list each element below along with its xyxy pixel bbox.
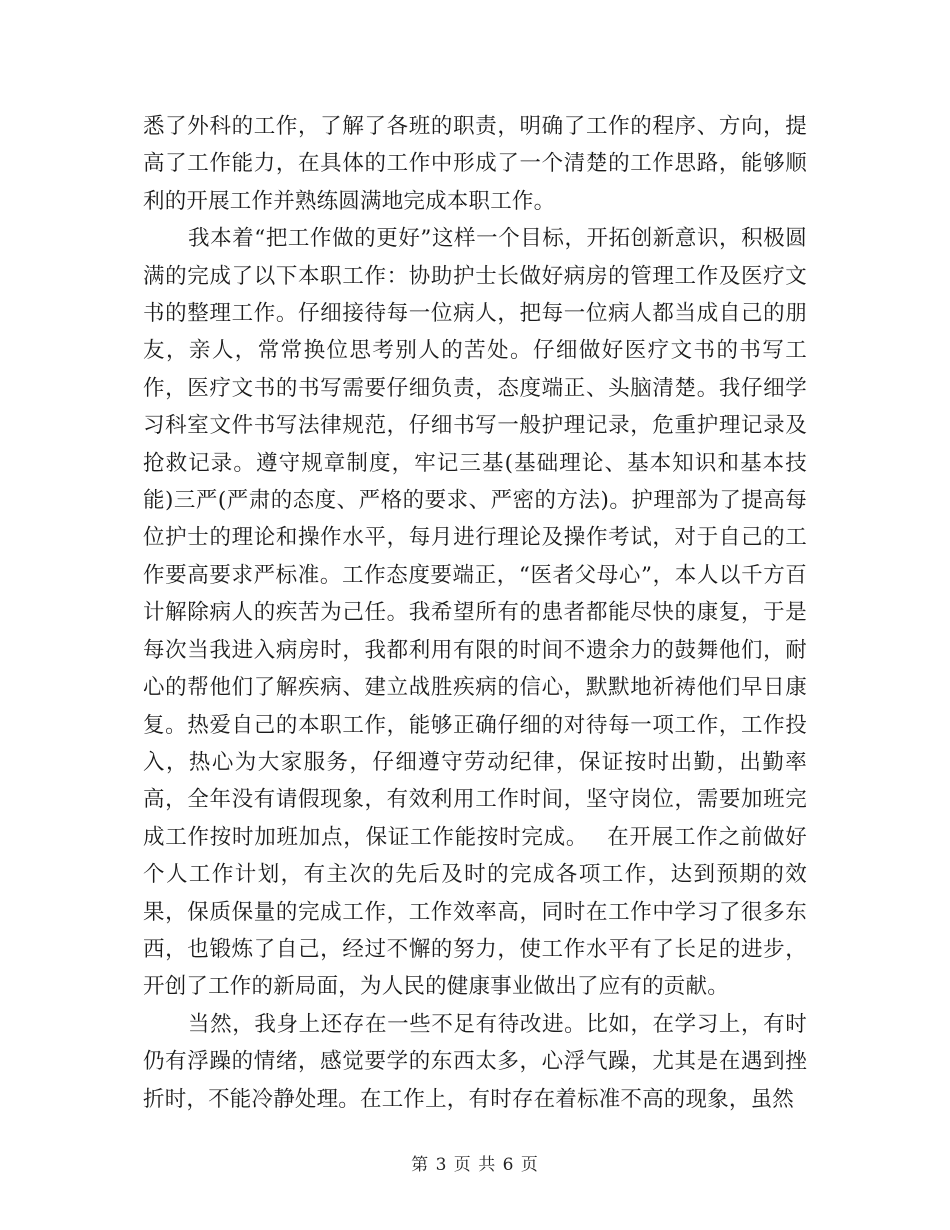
page-number-footer: 第 3 页 共 6 页 (411, 1155, 539, 1175)
document-body (143, 108, 807, 1118)
paragraph-3: 当然，我身上还存在一些不足有待改进。比如，在学习上，有时仍有浮躁的情绪，感觉要学的东西太多，心浮气躁，尤其是在遇到挫折时，不能冷静处理。在工作上，有时存在着标准不高的现象，虽然 (143, 1011, 807, 1112)
paragraph-2: 我本着“把工作做的更好”这样一个目标，开拓创新意识，积极圆满的完成了以下本职工作：协助护士长做好病房的管理工作及医疗文书的整理工作。仔细接待每一位病人，把每一位病人都当成自己的朋友，亲人，常常换位思考别人的苦处。仔细做好医疗文书的书写工作，医疗文书的书写需要仔细负责，态度端正、头脑清楚。我仔细学习科室文件书写法律规范，仔细书写一般护理记录，危重护理记录及抢救记录。遵守规章制度，牢记三基(基础理论、基本知识和基本技能)三严(严肃的态度、严格的要求、严密的方法)。护理部为了提高每位护士的理论和操作水平，每月进行理论及操作考试，对于自己的工作要高要求严标准。工作态度要端正，“医者父母心”，本人以千方百计解除病人的疾苦为己任。我希望所有的患者都能尽快的康复，于是每次当我进入病房时，我都利用有限的时间不遗余力的鼓舞他们，耐心的帮他们了解疾病、建立战胜疾病的信心，默默地祈祷他们早日康复。热爱自己的本职工作，能够正确仔细的对待每一项工作，工作投入，热心为大家服务，仔细遵守劳动纪律，保证按时出勤，出勤率高，全年没有请假现象，有效利用工作时间，坚守岗位，需要加班完成工作按时加班加点，保证工作能按时完成。 在开展工作之前做好个人工作计划，有主次的先后及时的完成各项工作，达到预期的效果，保质保量的完成工作，工作效率高，同时在工作中学习了很多东西，也锻炼了自己，经过不懈的努力，使工作水平有了长足的进步，开创了工作的新局面，为人民的健康事业做出了应有的贡献。 (143, 226, 807, 1000)
paragraph-1: 悉了外科的工作，了解了各班的职责，明确了工作的程序、方向，提高了工作能力，在具体的工作中形成了一个清楚的工作思路，能够顺利的开展工作并熟练圆满地完成本职工作。 (143, 114, 807, 214)
